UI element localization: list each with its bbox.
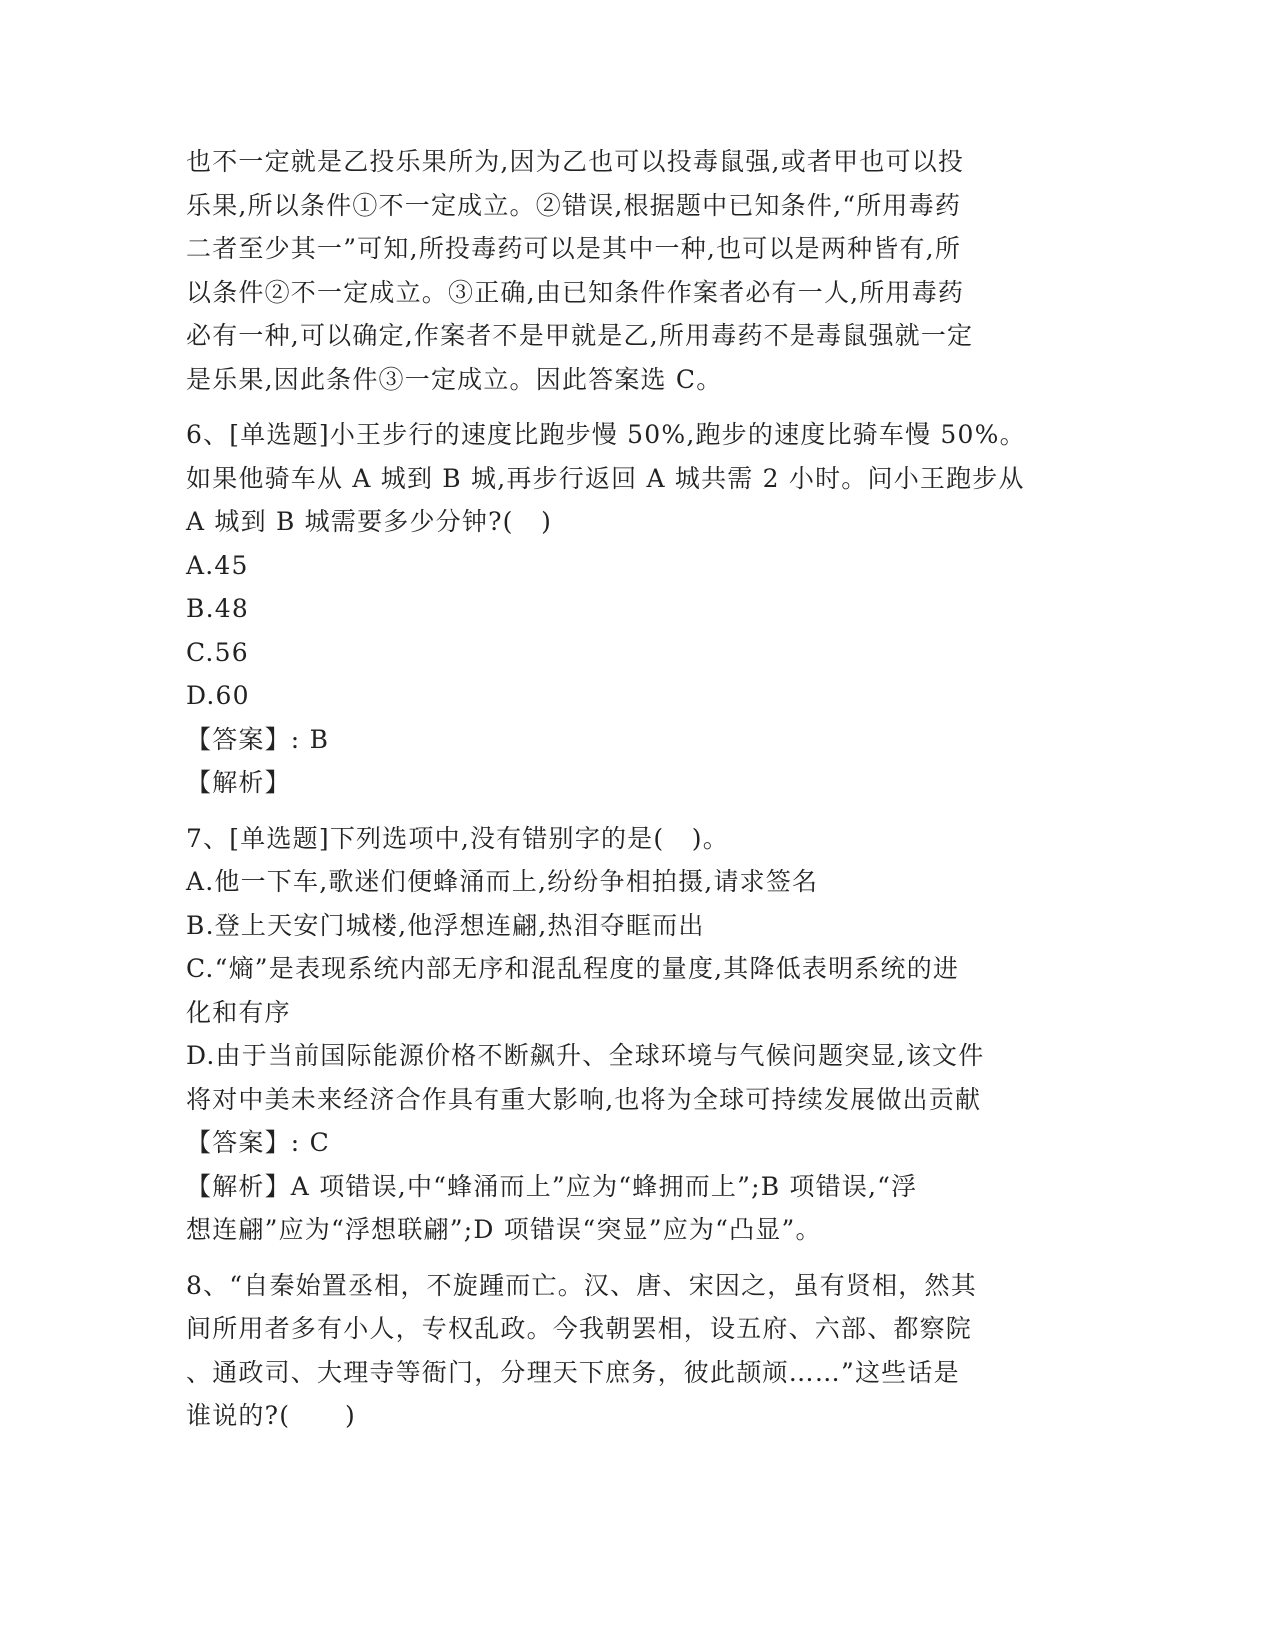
option-c: C.“熵”是表现系统内部无序和混乱程度的量度,其降低表明系统的进	[186, 954, 960, 983]
analysis-line: 【解析】	[186, 768, 291, 797]
option-d: D.由于当前国际能源价格不断飙升、全球环境与气候问题突显,该文件	[186, 1041, 985, 1070]
text-line: 也不一定就是乙投乐果所为,因为乙也可以投毒鼠强,或者甲也可以投	[186, 147, 965, 176]
option-d-continued: 将对中美未来经济合作具有重大影响,也将为全球可持续发展做出贡献	[186, 1084, 982, 1114]
question-stem-line: 如果他骑车从 A 城到 B 城,再步行返回 A 城共需 2 小时。问小王跑步从	[186, 463, 1025, 493]
q5-explanation-continued	[186, 140, 1076, 401]
answer-line: 【答案】: B	[186, 724, 330, 754]
option-b: B.登上天安门城楼,他浮想连翩,热泪夺眶而出	[186, 910, 705, 940]
option-c: C.56	[186, 637, 249, 667]
option-d: D.60	[186, 681, 250, 710]
answer-line: 【答案】: C	[186, 1128, 330, 1157]
text-line: 是乐果,因此条件③一定成立。因此答案选 C。	[186, 364, 723, 394]
question-stem-line: A 城到 B 城需要多少分钟?( )	[186, 507, 553, 536]
text-line: 乐果,所以条件①不一定成立。②错误,根据题中已知条件,“所用毒药	[186, 190, 962, 220]
option-b: B.48	[186, 594, 249, 623]
text-line: 以条件②不一定成立。③正确,由已知条件作案者必有一人,所用毒药	[186, 277, 965, 307]
option-a: A.45	[186, 550, 249, 580]
spacer	[186, 805, 1076, 817]
question-7	[186, 817, 1076, 1252]
analysis-line: 【解析】A 项错误,中“蜂涌而上”应为“蜂拥而上”;B 项错误,“浮	[186, 1171, 918, 1201]
text-line: 必有一种,可以确定,作案者不是甲就是乙,所用毒药不是毒鼠强就一定	[186, 321, 974, 350]
document-page	[186, 140, 1076, 1438]
question-stem-line: 谁说的?( )	[186, 1401, 356, 1430]
spacer	[186, 401, 1076, 413]
analysis-line-continued: 想连翩”应为“浮想联翩”;D 项错误“突显”应为“凸显”。	[186, 1215, 822, 1244]
question-stem-line: 6、[单选题]小王步行的速度比跑步慢 50%,跑步的速度比骑车慢 50%。	[186, 420, 1026, 449]
text-line: 二者至少其一”可知,所投毒药可以是其中一种,也可以是两种皆有,所	[186, 234, 962, 263]
question-8	[186, 1264, 1076, 1438]
spacer	[186, 1252, 1076, 1264]
question-stem-line: 、通政司、大理寺等衙门，分理天下庶务，彼此颉颃……”这些话是	[186, 1357, 960, 1387]
option-c-continued: 化和有序	[186, 997, 291, 1027]
question-stem-line: 7、[单选题]下列选项中,没有错别字的是( )。	[186, 823, 729, 853]
option-a: A.他一下车,歌迷们便蜂涌而上,纷纷争相拍摄,请求签名	[186, 867, 819, 896]
question-stem-line: 间所用者多有小人，专权乱政。今我朝罢相，设五府、六部、都察院	[186, 1314, 973, 1343]
question-6	[186, 413, 1076, 805]
question-stem-line: 8、“自秦始置丞相，不旋踵而亡。汉、唐、宋因之，虽有贤相，然其	[186, 1270, 977, 1300]
